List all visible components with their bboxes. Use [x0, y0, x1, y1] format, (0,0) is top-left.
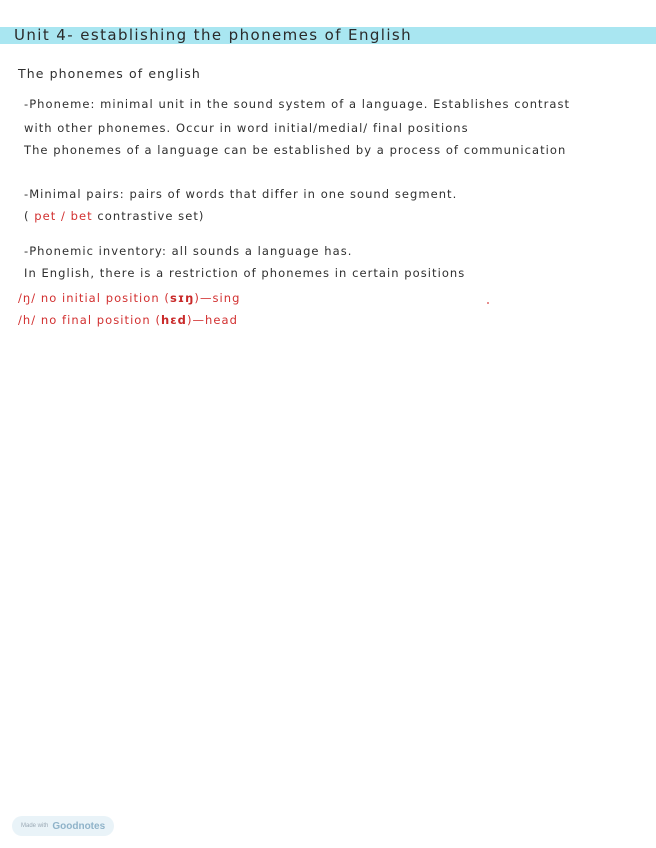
eng-ipa: sɪŋ — [169, 291, 195, 305]
badge-brand: Goodnotes — [52, 820, 106, 832]
page-title: Unit 4- establishing the phonemes of English — [14, 26, 413, 44]
section-heading: The phonemes of english — [18, 66, 201, 81]
ink-dot — [487, 302, 489, 304]
eng-text: no initial position ( — [40, 291, 170, 305]
h-tail: )—head — [186, 313, 238, 327]
note-phonemic-inventory: -Phonemic inventory: all sounds a language has. — [24, 244, 353, 258]
note-phoneme-process: The phonemes of a language can be established by a process of communication — [24, 143, 567, 157]
note-restriction: In English, there is a restriction of phonemes in certain positions — [24, 266, 466, 280]
note-eng-restriction — [18, 291, 240, 305]
note-phoneme-contrast: with other phonemes. Occur in word initial/medial/ final positions — [24, 121, 469, 135]
note-minimal-pairs: -Minimal pairs: pairs of words that differ in one sound segment. — [24, 187, 458, 201]
note-h-restriction — [18, 313, 238, 327]
note-phoneme-definition: -Phoneme: minimal unit in the sound system of a language. Establishes contrast — [24, 97, 571, 111]
open-paren: ( — [24, 209, 30, 223]
h-symbol: /h/ — [18, 313, 37, 327]
h-text: no final position ( — [40, 313, 161, 327]
goodnotes-badge[interactable] — [12, 816, 114, 836]
eng-symbol: /ŋ/ — [18, 291, 37, 305]
note-contrastive-set — [24, 209, 204, 223]
contrastive-example: pet / bet — [34, 209, 93, 223]
badge-made-with: Made with — [21, 823, 49, 829]
contrastive-rest: contrastive set) — [97, 209, 205, 223]
h-ipa: hɛd — [160, 313, 187, 327]
eng-tail: )—sing — [194, 291, 241, 305]
